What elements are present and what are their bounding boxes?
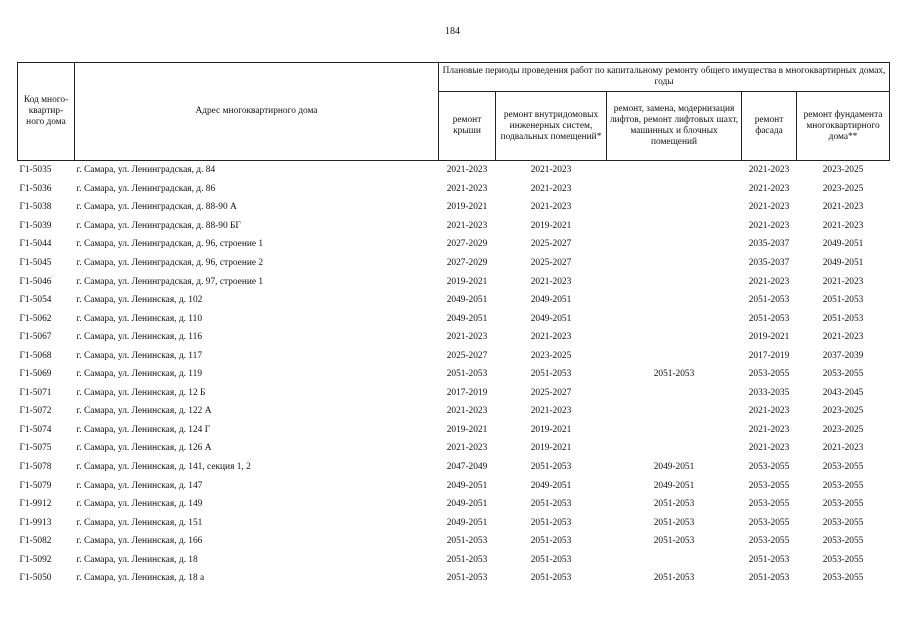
cell-code: Г1-5045 — [19, 258, 52, 268]
cell-address: г. Самара, ул. Ленинская, д. 116 — [76, 332, 203, 343]
cell-code: Г1-9913 — [19, 517, 52, 528]
cell-engineering: 2051-2053 — [530, 499, 572, 510]
cell-roof: 2021-2023 — [446, 332, 488, 343]
table-row — [18, 180, 890, 199]
cell-engineering: 2021-2023 — [530, 406, 572, 417]
cell-lifts — [607, 254, 742, 273]
table-row — [18, 421, 890, 440]
cell-code: Г1-5036 — [19, 183, 52, 194]
cell-address: г. Самара, ул. Ленинградская, д. 96, строение 1 — [76, 239, 264, 250]
cell-foundation: 2053-2055 — [822, 480, 864, 491]
cell-facade: 2053-2055 — [748, 536, 790, 547]
cell-lifts — [607, 346, 742, 365]
cell-code: Г1-5071 — [19, 387, 52, 398]
cell-address: г. Самара, ул. Ленинская, д. 117 — [76, 350, 203, 361]
cell-engineering: 2051-2053 — [530, 536, 572, 547]
table-row — [18, 346, 890, 365]
cell-code: Г1-5035 — [18, 161, 75, 180]
cell-engineering: 2019-2021 — [530, 443, 572, 454]
cell-roof: 2049-2051 — [446, 313, 488, 324]
cell-code: Г1-5072 — [19, 406, 52, 417]
cell-address: г. Самара, ул. Ленинская, д. 151 — [76, 517, 203, 528]
header-periods-group: Плановые периоды проведения работ по капитальному ремонту общего имущества в многоквартирных домах, годы — [439, 63, 890, 92]
cell-foundation: 2053-2055 — [822, 573, 864, 584]
table-row — [18, 309, 890, 328]
cell-code: Г1-5079 — [19, 480, 52, 491]
cell-code: Г1-5067 — [19, 332, 52, 343]
cell-address: г. Самара, ул. Ленинградская, д. 88-90 БГ — [76, 220, 241, 231]
cell-foundation: 2053-2055 — [822, 462, 864, 473]
cell-facade: 2017-2019 — [748, 350, 790, 361]
cell-address: г. Самара, ул. Ленинская, д. 124 Г — [76, 424, 211, 435]
cell-engineering: 2051-2053 — [530, 517, 572, 528]
cell-roof: 2019-2021 — [446, 424, 488, 435]
cell-foundation: 2021-2023 — [822, 220, 864, 231]
header-address: Адрес многоквартирного дома — [75, 63, 439, 161]
cell-address: г. Самара, ул. Ленинградская, д. 86 — [76, 183, 216, 194]
cell-code: Г1-5078 — [19, 462, 52, 473]
cell-engineering: 2049-2051 — [530, 313, 572, 324]
cell-lifts — [607, 161, 742, 180]
cell-facade: 2021-2023 — [748, 276, 790, 287]
cell-roof: 2047-2049 — [446, 462, 488, 473]
cell-lifts — [607, 402, 742, 421]
cell-roof: 2017-2019 — [446, 387, 488, 398]
cell-code: Г1-5068 — [19, 350, 52, 361]
cell-foundation: 2023-2025 — [822, 183, 864, 194]
cell-engineering: 2019-2021 — [530, 424, 572, 435]
cell-facade: 2053-2055 — [748, 517, 790, 528]
cell-code: Г1-5050 — [19, 573, 52, 584]
cell-address: г. Самара, ул. Ленинская, д. 110 — [76, 313, 203, 324]
cell-facade: 2033-2035 — [748, 387, 790, 398]
cell-foundation: 2023-2025 — [822, 406, 864, 417]
cell-address: г. Самара, ул. Ленинская, д. 102 — [76, 295, 203, 306]
header-lifts: ремонт, замена, модернизация лифтов, ремонт лифтовых шахт, машинных и блочных помещений — [607, 92, 742, 161]
table-row — [18, 198, 890, 217]
cell-facade: 2021-2023 — [748, 443, 790, 454]
table-row — [18, 365, 890, 384]
cell-foundation: 2021-2023 — [822, 443, 864, 454]
cell-lifts — [607, 180, 742, 199]
cell-address: г. Самара, ул. Ленинградская, д. 88-90 А — [76, 202, 237, 213]
cell-lifts: 2051-2053 — [653, 517, 695, 528]
cell-address: г. Самара, ул. Ленинградская, д. 97, строение 1 — [76, 276, 264, 287]
table-row — [18, 532, 890, 551]
cell-roof: 2049-2051 — [446, 295, 488, 306]
cell-lifts — [607, 272, 742, 291]
cell-engineering: 2021-2023 — [530, 332, 572, 343]
cell-roof: 2019-2021 — [446, 202, 488, 213]
cell-foundation: 2053-2055 — [822, 517, 864, 528]
cell-facade: 2053-2055 — [748, 499, 790, 510]
cell-foundation: 2049-2051 — [822, 258, 864, 268]
cell-facade: 2021-2023 — [748, 220, 790, 231]
table-row — [18, 272, 890, 291]
cell-foundation: 2021-2023 — [822, 332, 864, 343]
cell-facade: 2051-2053 — [748, 313, 790, 324]
capital-repair-schedule-table — [17, 62, 890, 588]
cell-lifts: 2051-2053 — [653, 536, 695, 547]
cell-foundation: 2053-2055 — [822, 536, 864, 547]
table-row — [18, 439, 890, 458]
cell-engineering: 2021-2023 — [530, 276, 572, 287]
cell-code: Г1-9912 — [19, 499, 52, 510]
cell-lifts — [607, 384, 742, 403]
cell-engineering: 2025-2027 — [530, 239, 572, 250]
cell-roof: 2051-2053 — [446, 536, 488, 547]
cell-roof: 2019-2021 — [446, 276, 488, 287]
cell-engineering: 2051-2053 — [530, 369, 572, 380]
cell-facade: 2053-2055 — [748, 369, 790, 380]
header-foundation: ремонт фундамента многоквартирного дома** — [797, 92, 890, 161]
cell-roof: 2025-2027 — [446, 350, 488, 361]
cell-foundation: 2021-2023 — [822, 202, 864, 213]
cell-lifts: 2051-2053 — [653, 499, 695, 510]
cell-lifts — [607, 217, 742, 236]
cell-code: Г1-5069 — [19, 369, 52, 380]
cell-lifts: 2049-2051 — [653, 462, 695, 473]
cell-foundation: 2053-2055 — [822, 554, 864, 565]
cell-address: г. Самара, ул. Ленинская, д. 147 — [76, 480, 203, 491]
table-row — [18, 402, 890, 421]
cell-foundation: 2053-2055 — [822, 499, 864, 510]
cell-engineering: 2051-2053 — [530, 554, 572, 565]
cell-facade: 2021-2023 — [748, 202, 790, 213]
cell-code: Г1-5054 — [19, 295, 52, 306]
cell-lifts: 2049-2051 — [653, 480, 695, 491]
cell-code: Г1-5074 — [19, 424, 52, 435]
cell-foundation: 2023-2025 — [797, 161, 890, 180]
cell-engineering: 2021-2023 — [496, 161, 607, 180]
cell-roof: 2021-2023 — [446, 443, 488, 454]
header-engineering: ремонт внутридомовых инженерных систем, подвальных помещений* — [496, 92, 607, 161]
cell-lifts: 2051-2053 — [653, 369, 695, 380]
cell-address: г. Самара, ул. Ленинградская, д. 84 — [75, 161, 439, 180]
cell-code: Г1-5039 — [19, 220, 52, 231]
table-row — [18, 161, 890, 180]
cell-code: Г1-5038 — [19, 202, 52, 213]
cell-roof: 2021-2023 — [446, 406, 488, 417]
cell-roof: 2049-2051 — [446, 517, 488, 528]
cell-facade: 2035-2037 — [748, 258, 790, 268]
cell-engineering: 2049-2051 — [530, 480, 572, 491]
cell-code: Г1-5082 — [19, 536, 52, 547]
cell-roof: 2049-2051 — [446, 499, 488, 510]
cell-facade: 2021-2023 — [748, 183, 790, 194]
cell-facade: 2053-2055 — [748, 462, 790, 473]
cell-engineering: 2021-2023 — [530, 202, 572, 213]
cell-foundation: 2037-2039 — [822, 350, 864, 361]
cell-lifts — [607, 309, 742, 328]
cell-address: г. Самара, ул. Ленинская, д. 166 — [76, 536, 203, 547]
table-header — [18, 63, 890, 161]
cell-engineering: 2025-2027 — [530, 387, 572, 398]
cell-facade: 2021-2023 — [748, 424, 790, 435]
cell-roof: 2021-2023 — [446, 220, 488, 231]
cell-facade: 2053-2055 — [748, 480, 790, 491]
cell-foundation: 2051-2053 — [822, 313, 864, 324]
cell-roof: 2021-2023 — [439, 161, 496, 180]
cell-foundation: 2053-2055 — [822, 369, 864, 380]
cell-roof: 2021-2023 — [446, 183, 488, 194]
cell-facade: 2021-2023 — [748, 406, 790, 417]
cell-address: г. Самара, ул. Ленинская, д. 122 А — [76, 406, 212, 417]
header-code: Код много-квартир-ного дома — [18, 63, 75, 161]
cell-address: г. Самара, ул. Ленинская, д. 149 — [76, 499, 203, 510]
table-row — [18, 513, 890, 532]
cell-code: Г1-5046 — [19, 276, 52, 287]
cell-address: г. Самара, ул. Ленинская, д. 141, секция 1, 2 — [76, 462, 251, 473]
header-facade: ремонт фасада — [742, 92, 797, 161]
table-row — [18, 476, 890, 495]
cell-foundation: 2043-2045 — [822, 387, 864, 398]
cell-lifts — [607, 198, 742, 217]
cell-facade: 2021-2023 — [742, 161, 797, 180]
cell-code: Г1-5092 — [19, 554, 52, 565]
table-row — [18, 328, 890, 347]
cell-facade: 2051-2053 — [748, 295, 790, 306]
cell-address: г. Самара, ул. Ленинская, д. 18 а — [76, 573, 205, 584]
cell-lifts — [607, 421, 742, 440]
cell-engineering: 2025-2027 — [530, 258, 572, 268]
cell-engineering: 2023-2025 — [530, 350, 572, 361]
cell-roof: 2049-2051 — [446, 480, 488, 491]
cell-foundation: 2049-2051 — [822, 239, 864, 250]
cell-lifts — [607, 439, 742, 458]
cell-foundation: 2051-2053 — [822, 295, 864, 306]
table-row — [18, 495, 890, 514]
cell-lifts — [607, 235, 742, 254]
cell-roof: 2051-2053 — [446, 369, 488, 380]
cell-code: Г1-5062 — [19, 313, 52, 324]
table-row — [18, 217, 890, 236]
cell-code: Г1-5075 — [19, 443, 52, 454]
cell-foundation: 2021-2023 — [822, 276, 864, 287]
cell-code: Г1-5044 — [19, 239, 52, 250]
table-body — [18, 161, 890, 588]
cell-lifts — [607, 291, 742, 310]
table-row — [18, 291, 890, 310]
table-row — [18, 254, 890, 273]
cell-foundation: 2023-2025 — [822, 424, 864, 435]
cell-facade: 2035-2037 — [748, 239, 790, 250]
cell-lifts: 2051-2053 — [653, 573, 695, 584]
table-row — [18, 569, 890, 588]
cell-lifts — [607, 550, 742, 569]
cell-engineering: 2021-2023 — [530, 183, 572, 194]
cell-address: г. Самара, ул. Ленинская, д. 126 А — [76, 443, 212, 454]
cell-facade: 2019-2021 — [748, 332, 790, 343]
table-row — [18, 550, 890, 569]
header-roof: ремонт крыши — [439, 92, 496, 161]
page-number: 184 — [445, 26, 460, 37]
table-row — [18, 235, 890, 254]
cell-engineering: 2049-2051 — [530, 295, 572, 306]
cell-roof: 2051-2053 — [446, 573, 488, 584]
table-row — [18, 384, 890, 403]
cell-engineering: 2051-2053 — [530, 462, 572, 473]
cell-roof: 2027-2029 — [446, 239, 488, 250]
cell-engineering: 2019-2021 — [530, 220, 572, 231]
cell-roof: 2027-2029 — [446, 258, 488, 268]
cell-facade: 2051-2053 — [748, 573, 790, 584]
cell-lifts — [607, 328, 742, 347]
cell-address: г. Самара, ул. Ленинская, д. 119 — [76, 369, 203, 380]
cell-facade: 2051-2053 — [748, 554, 790, 565]
table-row — [18, 458, 890, 477]
cell-address: г. Самара, ул. Ленинская, д. 18 — [76, 554, 198, 565]
cell-address: г. Самара, ул. Ленинградская, д. 96, строение 2 — [76, 258, 264, 268]
cell-roof: 2051-2053 — [446, 554, 488, 565]
cell-address: г. Самара, ул. Ленинская, д. 12 Б — [76, 387, 206, 398]
cell-engineering: 2051-2053 — [530, 573, 572, 584]
